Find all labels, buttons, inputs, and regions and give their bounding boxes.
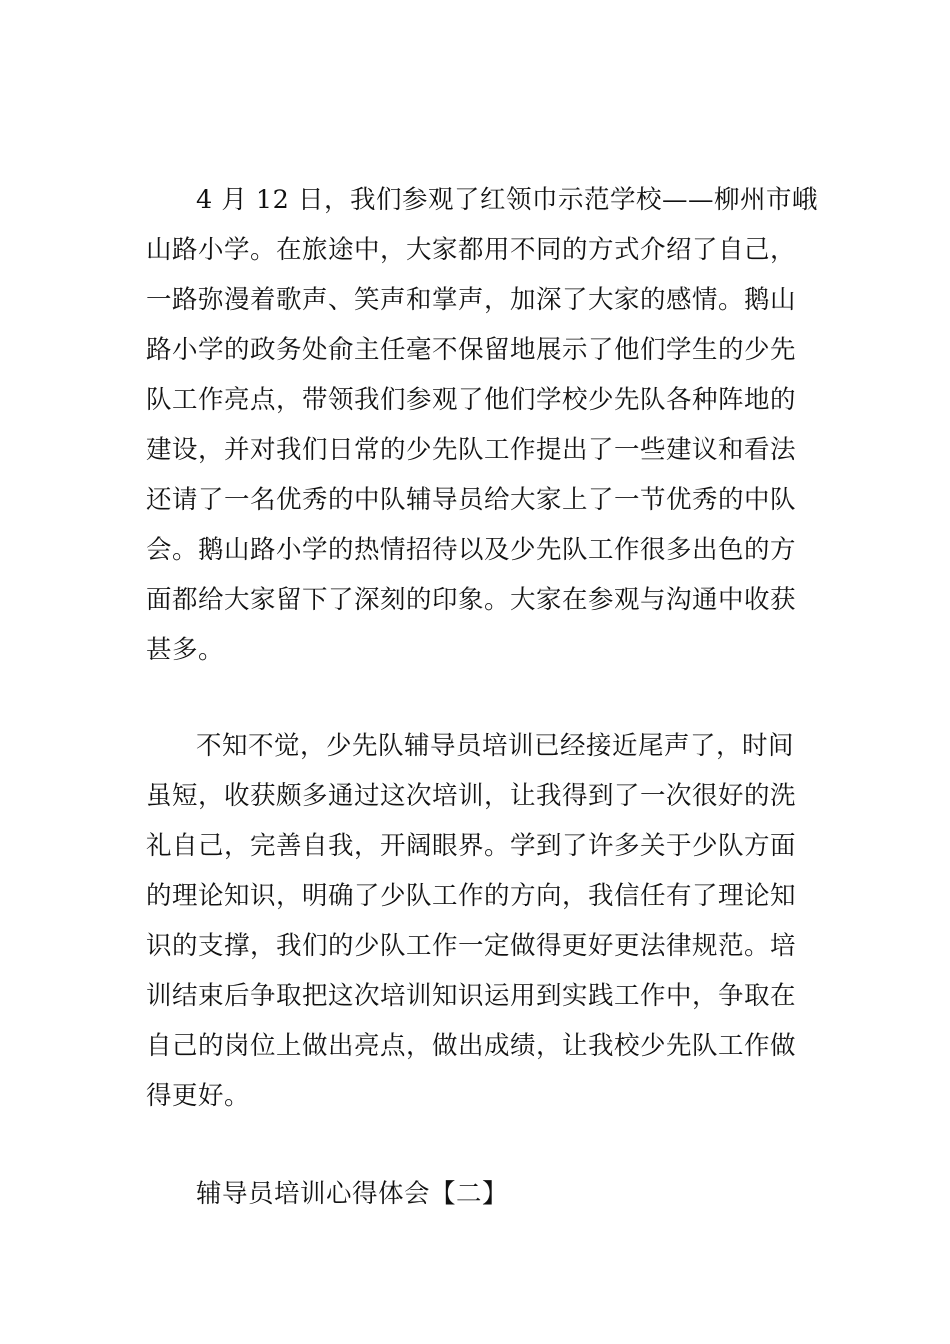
- paragraph-1-line-6: 建设，并对我们日常的少先队工作提出了一些建议和看法: [146, 435, 797, 465]
- paragraph-1-line-5: 队工作亮点，带领我们参观了他们学校少先队各种阵地的: [146, 385, 797, 415]
- paragraph-2-line-8: 得更好。: [146, 1081, 251, 1111]
- paragraph-1-line-1: 4 月 12 日，我们参观了红领巾示范学校——柳州市峨: [196, 185, 818, 215]
- paragraph-1-line-8: 会。鹅山路小学的热情招待以及少先队工作很多出色的方: [146, 535, 797, 565]
- paragraph-2-line-1: 不知不觉，少先队辅导员培训已经接近尾声了，时间: [196, 731, 795, 761]
- paragraph-2-line-5: 识的支撑，我们的少队工作一定做得更好更法律规范。培: [146, 931, 797, 961]
- section-heading: 辅导员培训心得体会【二】: [196, 1179, 509, 1209]
- paragraph-2-line-4: 的理论知识，明确了少队工作的方向，我信任有了理论知: [146, 881, 797, 911]
- paragraph-1-line-4: 路小学的政务处俞主任毫不保留地展示了他们学生的少先: [146, 335, 797, 365]
- paragraph-1-line-9: 面都给大家留下了深刻的印象。大家在参观与沟通中收获: [146, 585, 797, 615]
- paragraph-2-line-2: 虽短，收获颇多通过这次培训，让我得到了一次很好的洗: [146, 781, 797, 811]
- paragraph-2-line-7: 自己的岗位上做出亮点，做出成绩，让我校少先队工作做: [146, 1031, 797, 1061]
- paragraph-2-line-6: 训结束后争取把这次培训知识运用到实践工作中，争取在: [146, 981, 797, 1011]
- paragraph-1-line-3: 一路弥漫着歌声、笑声和掌声，加深了大家的感情。鹅山: [146, 285, 797, 315]
- paragraph-1-line-7: 还请了一名优秀的中队辅导员给大家上了一节优秀的中队: [146, 485, 797, 515]
- paragraph-1-line-10: 甚多。: [146, 635, 225, 665]
- paragraph-1-line-2: 山路小学。在旅途中，大家都用不同的方式介绍了自己，: [146, 235, 797, 265]
- paragraph-2-line-3: 礼自己，完善自我，开阔眼界。学到了许多关于少队方面: [146, 831, 797, 861]
